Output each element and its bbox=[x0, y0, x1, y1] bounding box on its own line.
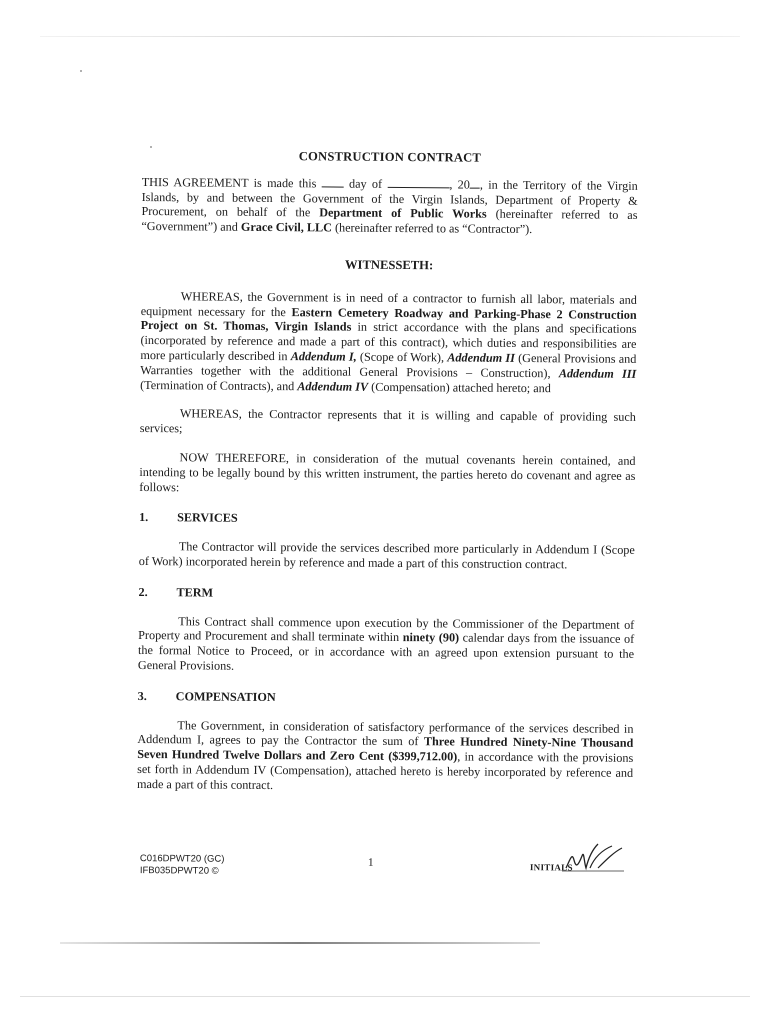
department-name: Department of Public Works bbox=[319, 205, 487, 222]
section-text-services: The Contractor will provide the services described more particularly in Addendum I (Scope of Work) incorporated herein by reference and made a part of this construction contract. bbox=[138, 539, 635, 572]
page-number: 1 bbox=[367, 856, 374, 869]
initials-label: INITIALS bbox=[529, 862, 573, 873]
section-heading-compensation: 3. COMPENSATION bbox=[137, 688, 276, 704]
section-text-term: This Contract shall commence upon execution by the Commissioner of the Department of Property and Procurement and shall terminate within ninety (90) calendar days from the issuance of the formal Notice to Proceed, or in accordance with an agreed upon extension pursuant to the General Provisions. bbox=[137, 613, 635, 673]
contract-amount: Three Hundred Ninety-Nine Thousand Seven Hundred Twelve Dollars and Zero Cent ($399,712.00) bbox=[137, 734, 634, 764]
now-therefore-paragraph: NOW THEREFORE, in consideration of the mutual covenants herein contained, and intending to be legally bound by this written instrument, the parties hereto do covenant and agree as follows: bbox=[139, 450, 636, 494]
whereas-paragraph-1: WHEREAS, the Government is in need of a contractor to furnish all labor, materials and equipment necessary for the Eastern Cemetery Roadway and Parking-Phase 2 Construction Project on St. Thomas, Virgin Islands in strict accordance with the plans and specifications (incorporated by reference and made a part of this contract), which duties and responsibilities are more particularly described in Addendum I, (Scope of Work), Addendum II (General Provisions and Warranties together with the additional General Provisions – Construction), Addendum III (Termination of Contracts), and Addendum IV (Compensation) attached hereto; and bbox=[140, 289, 637, 395]
section-text-compensation: The Government, in consideration of satisfactory performance of the services described in Addendum I, agrees to pay the Contractor the sum of Three Hundred Ninety-Nine Thousand Seven Hundred Twelve Dollars and Zero Cent ($399,712.00), in accordance with the provisions set forth in Addendum IV (Compensation), attached hereto is hereby incorporated by reference and made a part of this contract. bbox=[136, 717, 634, 792]
initials-signature bbox=[562, 838, 628, 878]
document-codes bbox=[140, 853, 225, 878]
scan-artifact-line bbox=[60, 942, 540, 944]
contract-code: C016DPWT20 (GC) bbox=[139, 853, 225, 865]
scan-artifact-line bbox=[40, 36, 740, 37]
ifb-code: IFB035DPWT20 © bbox=[139, 865, 219, 877]
scan-artifact-line bbox=[20, 996, 750, 997]
intro-paragraph: THIS AGREEMENT is made this day of , 20 , in the Territory of the Virgin Islands, by and between the Government of the Virgin Islands, Department of Property & Procurement, on behalf of the Department of Public Works (hereinafter referred to as “Government”) and Grace Civil, LLC (hereinafter referred to as “Contractor”). bbox=[141, 174, 638, 237]
scan-speck bbox=[80, 70, 82, 72]
contract-body bbox=[137, 148, 638, 809]
day-blank bbox=[322, 176, 344, 187]
section-heading-term: 2. TERM bbox=[138, 584, 214, 600]
contractor-name: Grace Civil, LLC bbox=[240, 219, 332, 235]
document-title: CONSTRUCTION CONTRACT bbox=[298, 149, 482, 165]
page-footer bbox=[0, 852, 770, 898]
project-name: Eastern Cemetery Roadway and Parking-Phase 2 Construction Project on St. Thomas, Virgin Islands bbox=[140, 304, 637, 335]
section-heading-services: 1. SERVICES bbox=[139, 510, 238, 526]
year-blank bbox=[470, 177, 480, 188]
witnesseth-heading: WITNESSETH: bbox=[344, 257, 434, 273]
month-blank bbox=[387, 177, 449, 188]
whereas-paragraph-2: WHEREAS, the Contractor represents that it is willing and capable of providing such services; bbox=[139, 406, 636, 436]
